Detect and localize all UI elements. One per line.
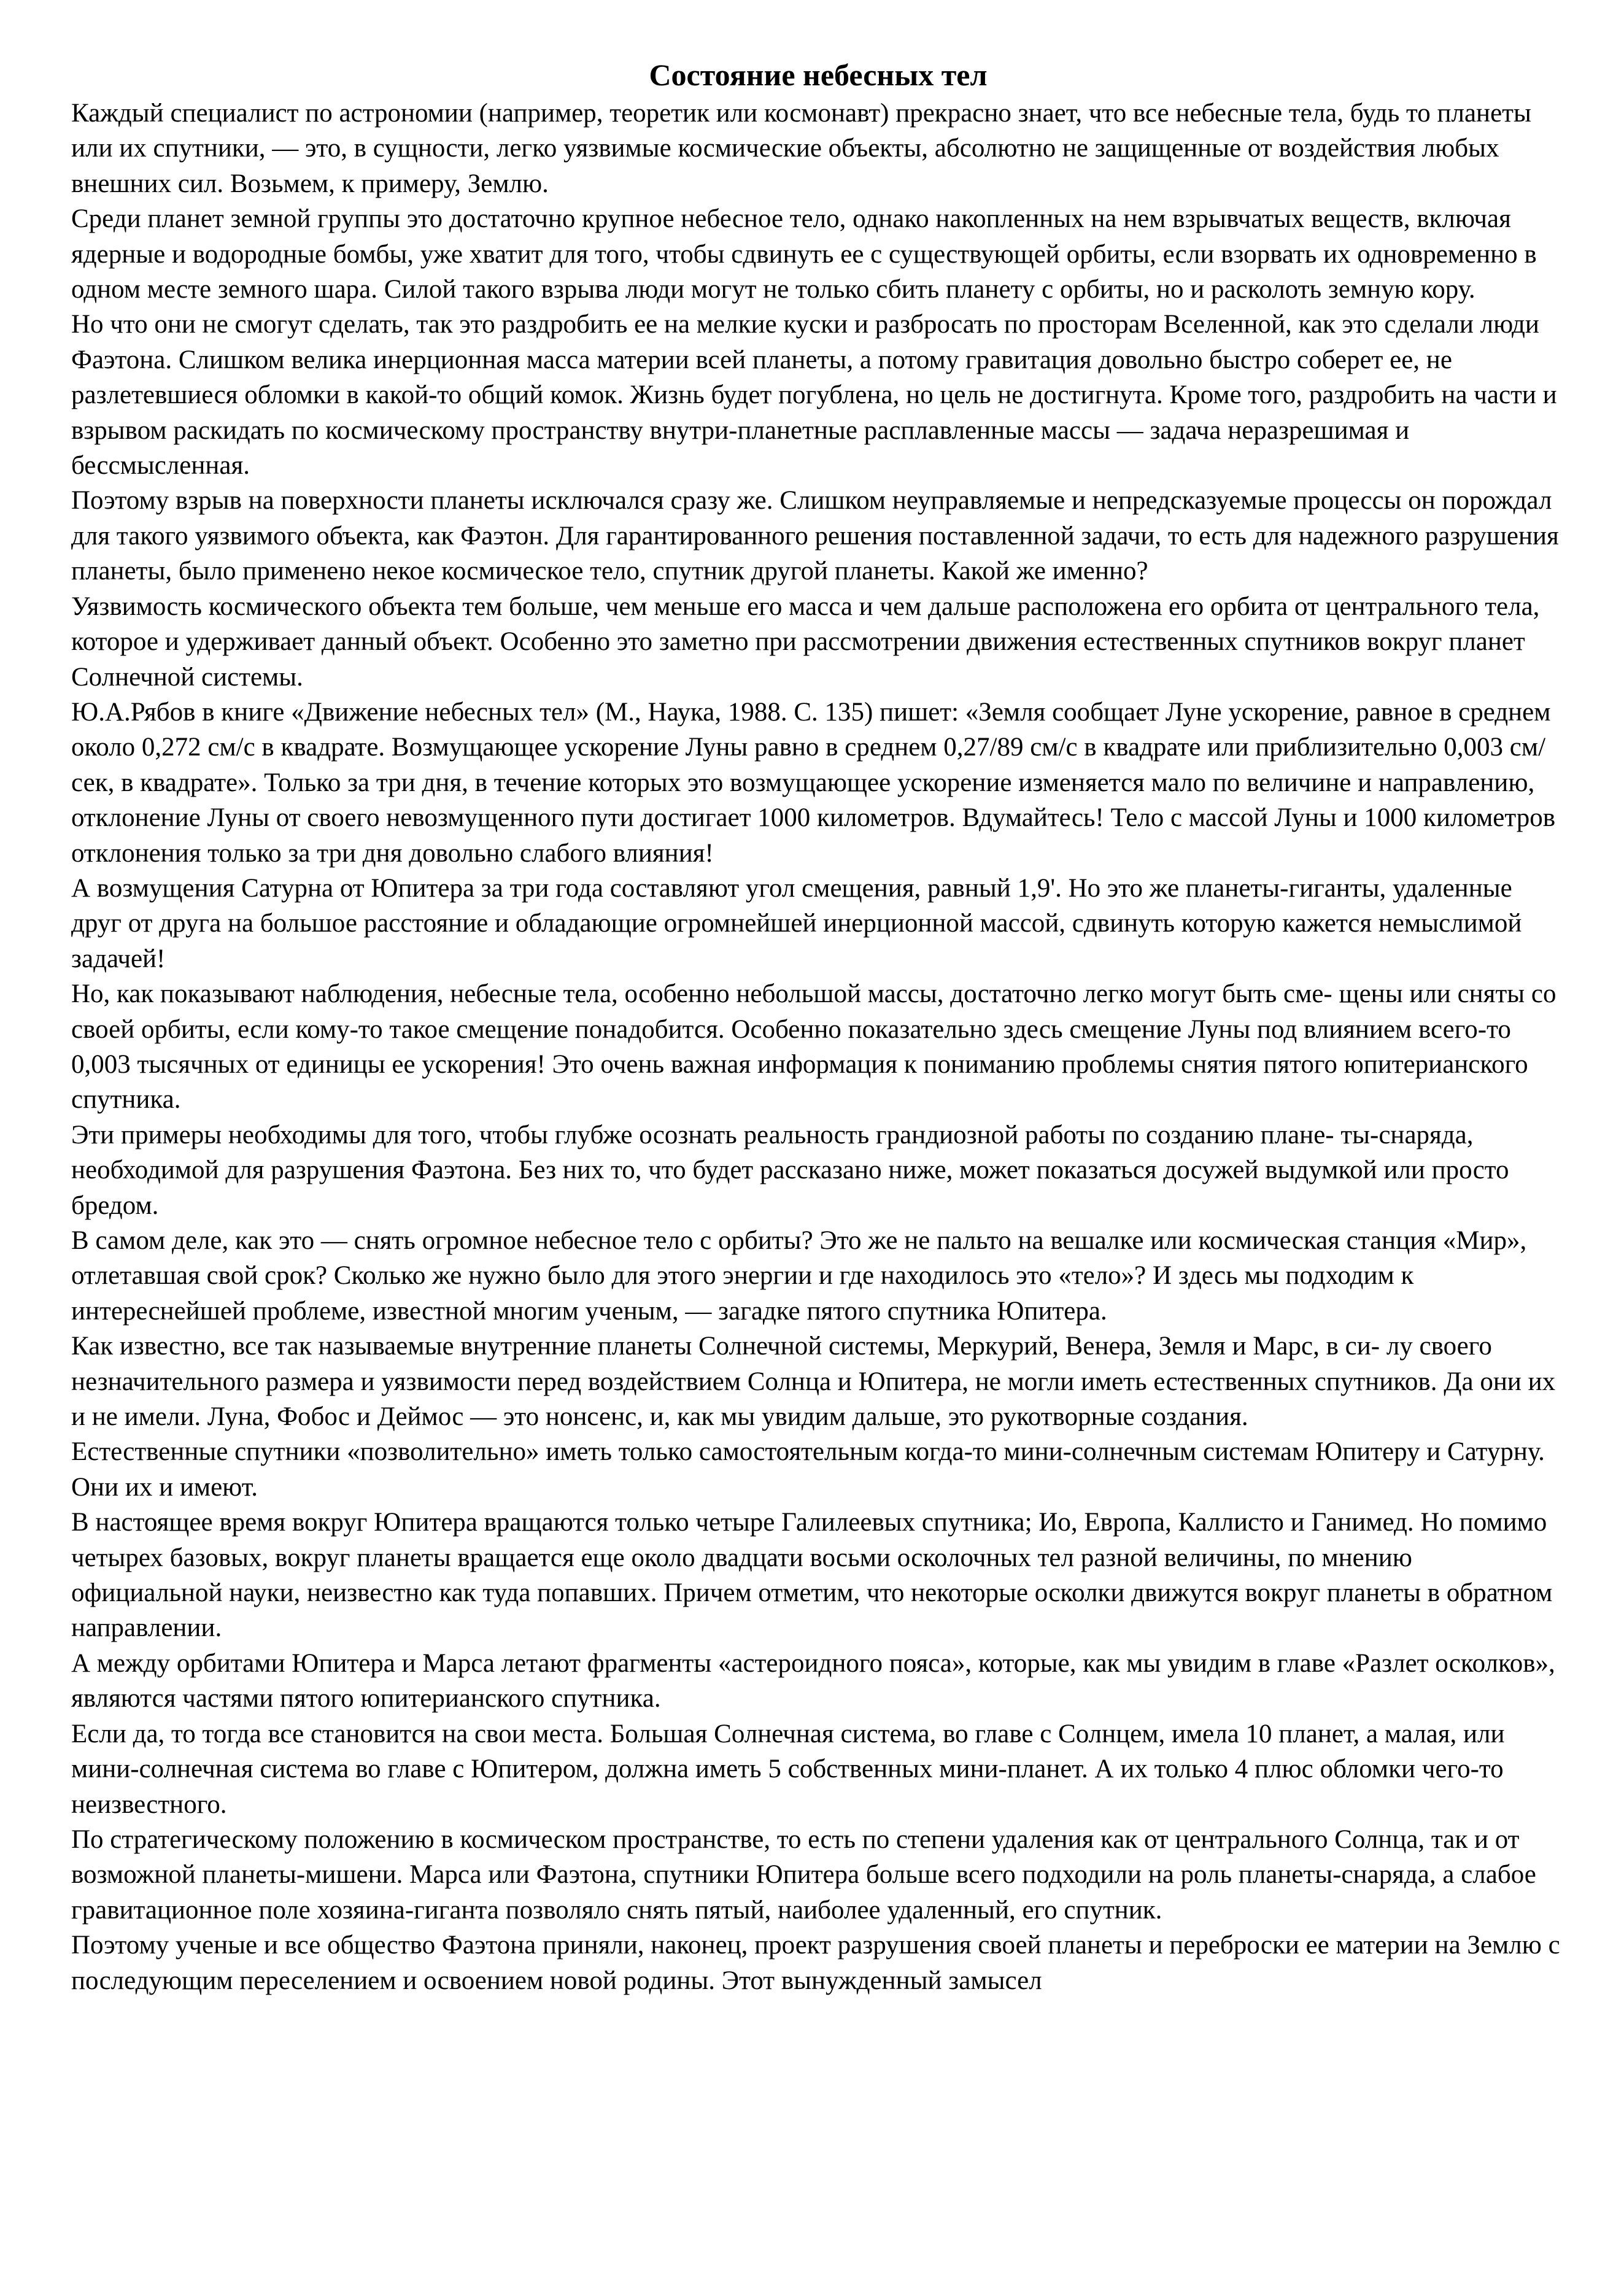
document-body (71, 96, 1565, 1998)
paragraph: По стратегическому положению в космическом пространстве, то есть по степени удаления как от центрального Солнца, так и от возможной планеты-мишени. Марса или Фаэтона, спутники Юпитера больше всего подходили на роль планеты-снаряда, а слабое гравитационное поле хозяина-гиганта позволяло снять пятый, наиболее удаленный, его спутник. (71, 1825, 1536, 1925)
paragraph: В настоящее время вокруг Юпитера вращаются только четыре Галилеевых спутника; Ио, Европа, Каллисто и Ганимед. Но помимо четырех базовых, вокруг планеты вращается еще около двадцати восьми осколочных тел разной величины, по мнению официальной науки, неизвестно как туда попавших. Причем отметим, что некоторые осколки движутся вокруг планеты в обратном направлении. (71, 1508, 1553, 1643)
document-title: Состояние небесных тел (649, 58, 988, 92)
paragraph: Эти примеры необходимы для того, чтобы глубже осознать реальность грандиозной работы по созданию плане- ты-снаряда, необходимой для разрушения Фаэтона. Без них то, что будет рассказано ниже, может показаться досужей выдумкой или просто бредом. (71, 1120, 1509, 1220)
paragraph: Каждый специалист по астрономии (например, теоретик или космонавт) прекрасно знает, что все небесные тела, будь то планеты или их спутники, — это, в сущности, легко уязвимые космические объекты, абсолютно не защищенные от воздействия любых внешних сил. Возьмем, к примеру, Землю. (71, 99, 1531, 198)
paragraph: В самом деле, как это — снять огромное небесное тело с орбиты? Это же не пальто на вешалке или космическая станция «Мир», отлетавшая свой срок? Сколько же нужно было для этого энергии и где находилось это «тело»? И здесь мы подходим к интереснейшей проблеме, известной многим ученым, — загадке пятого спутника Юпитера. (71, 1226, 1527, 1326)
paragraph: Поэтому взрыв на поверхности планеты исключался сразу же. Слишком неуправляемые и непредсказуемые процессы он порождал для такого уязвимого объекта, как Фаэтон. Для гарантированного решения поставленной задачи, то есть для надежного разрушения планеты, было применено некое космическое тело, спутник другой планеты. Какой же именно? (71, 486, 1559, 586)
paragraph: Но что они не смогут сделать, так это раздробить ее на мелкие куски и разбросать по просторам Вселенной, как это сделали люди Фаэтона. Слишком велика инерционная масса материи всей планеты, а потому гравитация довольно быстро соберет ее, не разлетевшиеся обломки в какой-то общий комок. Жизнь будет погублена, но цель не достигнута. Кроме того, раздробить на части и взрывом раскидать по космическому пространству внутри-планетные расплавленные массы — задача неразрешимая и бессмысленная. (71, 310, 1557, 481)
paragraph: А возмущения Сатурна от Юпитера за три года составляют угол смещения, равный 1,9'. Но это же планеты-гиганты, удаленные друг от друга на большое расстояние и обладающие огромнейшей инерционной массой, сдвинуть которую кажется немыслимой задачей! (71, 873, 1522, 973)
paragraph: Поэтому ученые и все общество Фаэтона приняли, наконец, проект разрушения своей планеты и переброски ее материи на Землю с последующим переселением и освоением новой родины. Этот вынужденный замысел (71, 1931, 1560, 1995)
paragraph: Как известно, все так называемые внутренние планеты Солнечной системы, Меркурий, Венера, Земля и Марс, в си- лу своего незначительного размера и уязвимости перед воздействием Солнца и Юпитера, не могли иметь естественных спутников. Да они их и не имели. Луна, Фобос и Деймос — это нонсенс, и, как мы увидим дальше, это рукотворные создания. (71, 1332, 1556, 1432)
paragraph: А между орбитами Юпитера и Марса летают фрагменты «астероидного пояса», которые, как мы увидим в главе «Разлет осколков», являются частями пятого юпитерианского спутника. (71, 1648, 1555, 1713)
paragraph: Естественные спутники «позволительно» иметь только самостоятельным когда-то мини-солнечным системам Юпитеру и Сатурну. Они их и имеют. (71, 1437, 1545, 1502)
paragraph: Среди планет земной группы это достаточно крупное небесное тело, однако накопленных на нем взрывчатых веществ, включая ядерные и водородные бомбы, уже хватит для того, чтобы сдвинуть ее с существующей орбиты, если взорвать их одновременно в одном месте земного шара. Силой такого взрыва люди могут не только сбить планету с орбиты, но и расколоть земную кору. (71, 204, 1537, 304)
paragraph: Уязвимость космического объекта тем больше, чем меньше его масса и чем дальше расположена его орбита от центрального тела, которое и удерживает данный объект. Особенно это заметно при рассмотрении движения естественных спутников вокруг планет Солнечной системы. (71, 592, 1540, 692)
paragraph: Но, как показывают наблюдения, небесные тела, особенно небольшой массы, достаточно легко могут быть сме- щены или сняты со своей орбиты, если кому-то такое смещение понадобится. Особенно показательно здесь смещение Луны под влиянием всего-то 0,003 тысячных от единицы ее ускорения! Это очень важная информация к пониманию проблемы снятия пятого юпитерианского спутника. (71, 979, 1556, 1114)
paragraph: Ю.А.Рябов в книге «Движение небесных тел» (М., Наука, 1988. С. 135) пишет: «Земля сообщает Луне ускорение, равное в среднем около 0,272 см/с в квадрате. Возмущающее ускорение Луны равно в среднем 0,27/89 см/с в квадрате или приблизительно 0,003 см/сек, в квадрате». Только за три дня, в течение которых это возмущающее ускорение изменяется мало по величине и направлению, отклонение Луны от своего невозмущенного пути достигает 1000 километров. Вдумайтесь! Тело с массой Луны и 1000 километров отклонения только за три дня довольно слабого влияния! (71, 697, 1556, 868)
paragraph: Если да, то тогда все становится на свои места. Большая Солнечная система, во главе с Солнцем, имела 10 планет, а малая, или мини-солнечная система во главе с Юпитером, должна иметь 5 собственных мини-планет. А их только 4 плюс обломки чего-то неизвестного. (71, 1719, 1505, 1819)
